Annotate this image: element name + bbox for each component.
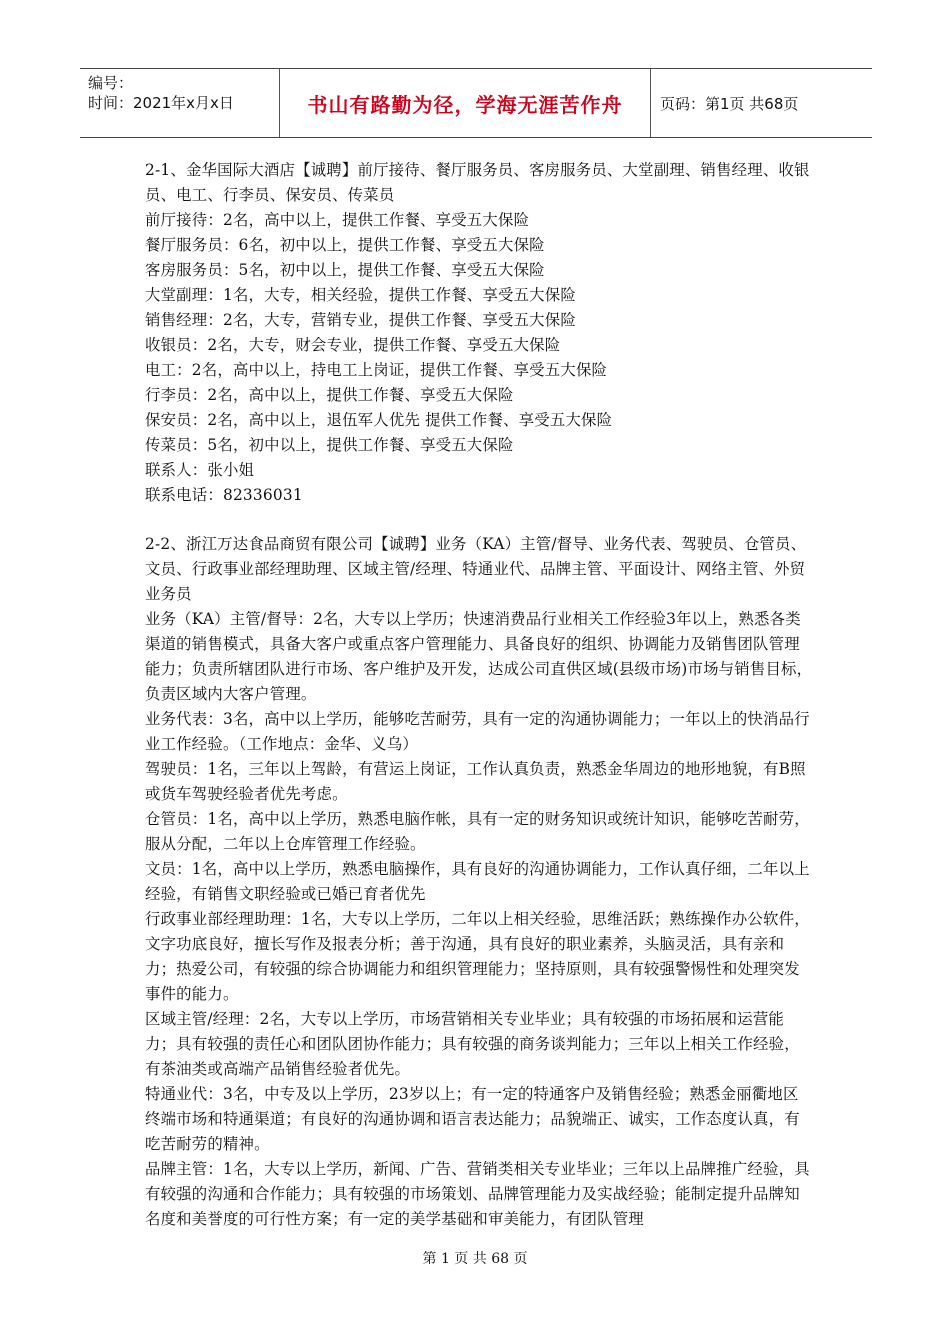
header-motto: 书山有路勤为径，学海无涯苦作舟 bbox=[280, 69, 651, 137]
job-paragraph: 业务代表：3名，高中以上学历，能够吃苦耐劳，具有一定的沟通协调能力；一年以上的快消品行业工作经验。（工作地点：金华、义乌） bbox=[145, 710, 810, 753]
job-paragraph: 品牌主管：1名，大专以上学历，新闻、广告、营销类相关专业毕业；三年以上品牌推广经验，具有较强的沟通和合作能力；具有较强的市场策划、品牌管理能力及实战经验；能制定提升品牌知名度和美誉度的可行性方案；有一定的美学基础和审美能力，有团队管理 bbox=[145, 1160, 810, 1228]
document-date: 时间：2021年x月x日 bbox=[88, 94, 234, 112]
section-1-line: 收银员：2名，大专，财会专业，提供工作餐、享受五大保险 bbox=[145, 336, 561, 354]
section-gap bbox=[145, 508, 813, 532]
contact-phone: 联系电话：82336031 bbox=[145, 486, 303, 504]
document-number-label: 编号： bbox=[88, 74, 134, 92]
job-paragraph: 特通业代：3名，中专及以上学历，23岁以上；有一定的特通客户及销售经验；熟悉金丽衢地区终端市场和特通渠道；有良好的沟通协调和语言表达能力；品貌端正、诚实，工作态度认真，有吃苦耐劳的精神。 bbox=[145, 1085, 800, 1153]
section-1-line: 销售经理：2名，大专，营销专业，提供工作餐、享受五大保险 bbox=[145, 311, 576, 329]
section-1-line: 传菜员：5名，初中以上，提供工作餐、享受五大保险 bbox=[145, 436, 514, 454]
page-footer: 第 1 页 共 68 页 bbox=[422, 1251, 528, 1267]
section-1-line: 客房服务员：5名，初中以上，提供工作餐、享受五大保险 bbox=[145, 261, 545, 279]
section-1-line: 保安员：2名，高中以上，退伍军人优先 提供工作餐、享受五大保险 bbox=[145, 411, 613, 429]
job-paragraph: 文员：1名，高中以上学历，熟悉电脑操作，具有良好的沟通协调能力，工作认真仔细，二年以上经验，有销售文职经验或已婚已育者优先 bbox=[145, 860, 810, 903]
section-1-title: 2-1、金华国际大酒店【诚聘】前厅接待、餐厅服务员、客房服务员、大堂副理、销售经理、收银员、电工、行李员、保安员、传菜员 bbox=[145, 161, 810, 204]
section-1-line: 电工：2名，高中以上，持电工上岗证，提供工作餐、享受五大保险 bbox=[145, 361, 608, 379]
job-paragraph: 区域主管/经理：2名，大专以上学历，市场营销相关专业毕业；具有较强的市场拓展和运营能力；具有较强的责任心和团队团协作能力；具有较强的商务谈判能力；三年以上相关工作经验，有茶油类或高端产品销售经验者优先。 bbox=[145, 1010, 800, 1078]
header-page-info: 页码：第1页 共68页 bbox=[660, 94, 799, 113]
job-paragraph: 业务（KA）主管/督导：2名，大专以上学历；快速消费品行业相关工作经验3年以上，熟悉各类渠道的销售模式，具备大客户或重点客户管理能力、具备良好的组织、协调能力及销售团队管理能力；负责所辖团队进行市场、客户维护及开发，达成公司直供区域(县级市场)市场与销售目标，负责区域内大客户管理。 bbox=[145, 610, 813, 703]
section-1-line: 前厅接待：2名，高中以上，提供工作餐、享受五大保险 bbox=[145, 211, 530, 229]
job-paragraph: 仓管员：1名，高中以上学历，熟悉电脑作帐，具有一定的财务知识或统计知识，能够吃苦耐劳，服从分配，二年以上仓库管理工作经验。 bbox=[145, 810, 810, 853]
section-2-title: 2-2、浙江万达食品商贸有限公司【诚聘】业务（KA）主管/督导、业务代表、驾驶员、仓管员、文员、行政事业部经理助理、区域主管/经理、特通业代、品牌主管、平面设计、网络主管、外贸业务员 bbox=[145, 535, 807, 603]
section-1-line: 大堂副理：1名，大专，相关经验，提供工作餐、享受五大保险 bbox=[145, 286, 576, 304]
section-1-line: 餐厅服务员：6名，初中以上，提供工作餐、享受五大保险 bbox=[145, 236, 545, 254]
job-paragraph: 驾驶员：1名，三年以上驾龄，有营运上岗证，工作认真负责，熟悉金华周边的地形地貌，有B照或货车驾驶经验者优先考虑。 bbox=[145, 760, 806, 803]
header-meta bbox=[80, 69, 280, 137]
page-header bbox=[80, 68, 872, 138]
contact-person: 联系人：张小姐 bbox=[145, 461, 255, 479]
section-1-line: 行李员：2名，高中以上，提供工作餐、享受五大保险 bbox=[145, 386, 514, 404]
document-body bbox=[145, 158, 813, 1232]
job-paragraph: 行政事业部经理助理：1名，大专以上学历，二年以上相关经验，思维活跃；熟练操作办公软件，文字功底良好，擅长写作及报表分析；善于沟通，具有良好的职业素养，头脑灵活，具有亲和力；热爱公司，有较强的综合协调能力和组织管理能力；坚持原则，具有较强警惕性和处理突发事件的能力。 bbox=[145, 910, 810, 1003]
